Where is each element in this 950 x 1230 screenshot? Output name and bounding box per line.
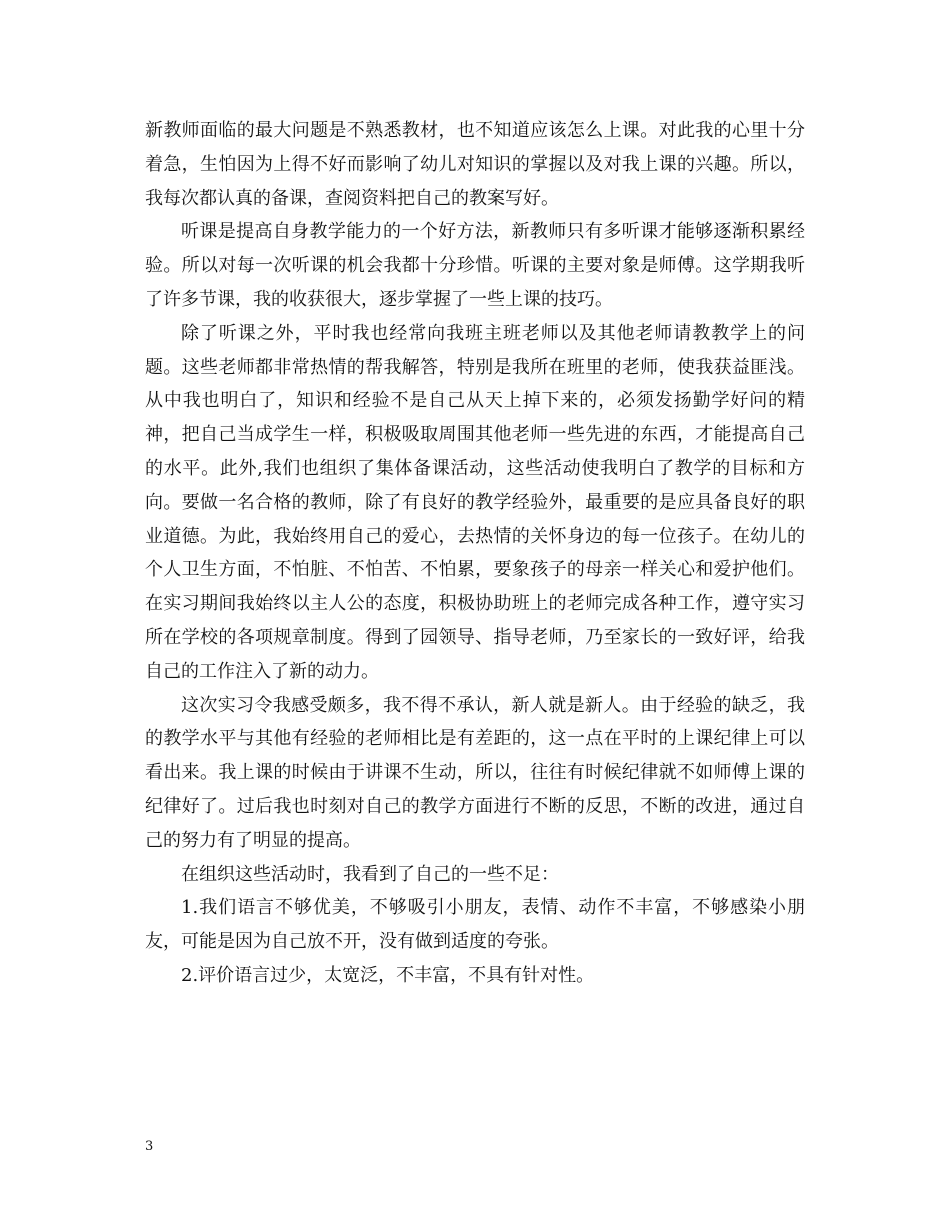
page-number: 3 (145, 1139, 154, 1154)
list-item-2: 2.评价语言过少，太宽泛，不丰富，不具有针对性。 (181, 964, 595, 986)
paragraph-listening-classes: 听课是提高自身教学能力的一个好方法，新教师只有多听课才能够逐渐积累经验。所以对每一次听课的机会我都十分珍惜。听课的主要对象是师傅。这学期我听了许多节课，我的收获很大，逐步掌握了一些上课的技巧。 (145, 221, 805, 310)
paragraph-shortcomings-intro: 在组织这些活动时，我看到了自己的一些不足： (181, 863, 559, 885)
paragraph-reflection: 这次实习令我感受颇多，我不得不承认，新人就是新人。由于经验的缺乏，我的教学水平与其他有经验的老师相比是有差距的，这一点在平时的上课纪律上可以看出来。我上课的时候由于讲课不生动，所以，往往有时候纪律就不如师傅上课的纪律好了。过后我也时刻对自己的教学方面进行不断的反思，不断的改进，通过自己的努力有了明显的提高。 (145, 694, 805, 851)
body-text (145, 114, 805, 993)
paragraph-continued: 新教师面临的最大问题是不熟悉教材，也不知道应该怎么上课。对此我的心里十分着急，生怕因为上得不好而影响了幼儿对知识的掌握以及对我上课的兴趣。所以，我每次都认真的备课，查阅资料把自己的教案写好。 (145, 120, 805, 209)
list-item-1: 1.我们语言不够优美，不够吸引小朋友，表情、动作不丰富，不够感染小朋友，可能是因为自己放不开，没有做到适度的夸张。 (145, 897, 805, 953)
paragraph-asking-teachers: 除了听课之外，平时我也经常向我班主班老师以及其他老师请教教学上的问题。这些老师都非常热情的帮我解答，特别是我所在班里的老师，使我获益匪浅。从中我也明白了，知识和经验不是自己从天上掉下来的，必须发扬勤学好问的精神，把自己当成学生一样，积极吸取周围其他老师一些先进的东西，才能提高自己的水平。此外,我们也组织了集体备课活动，这些活动使我明白了教学的目标和方向。要做一名合格的教师，除了有良好的教学经验外，最重要的是应具备良好的职业道德。为此，我始终用自己的爱心，去热情的关怀身边的每一位孩子。在幼儿的个人卫生方面，不怕脏、不怕苦、不怕累，要象孩子的母亲一样关心和爱护他们。在实习期间我始终以主人公的态度，积极协助班上的老师完成各种工作，遵守实习所在学校的各项规章制度。得到了园领导、指导老师，乃至家长的一致好评，给我自己的工作注入了新的动力。 (145, 322, 805, 682)
